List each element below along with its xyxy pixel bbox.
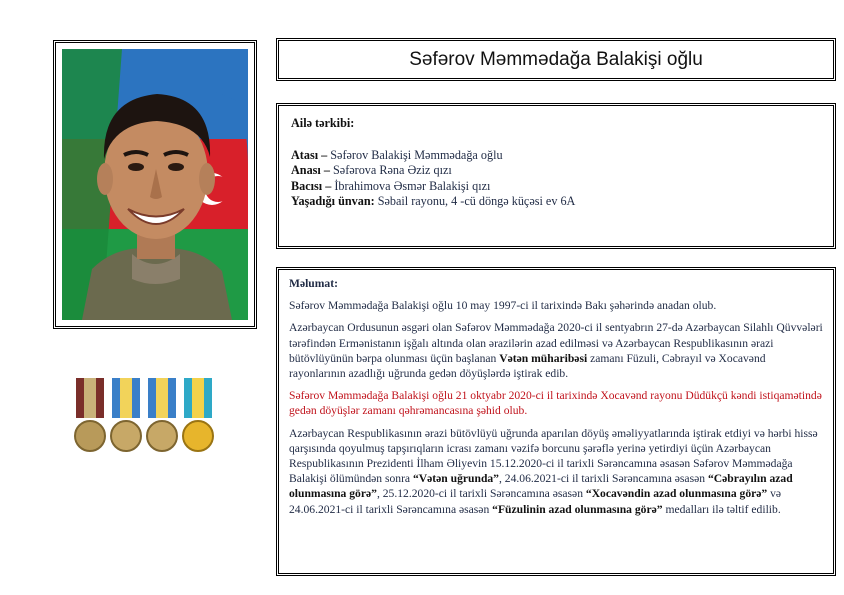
info-section [276,267,836,576]
family-section [276,103,836,249]
father-label: Atası – [291,147,328,162]
awards-text-e: medalları ilə təltif edilib. [662,502,781,516]
awards-text-b: , 24.06.2021-ci il tarixli Sərəncamına əsasən [498,472,708,486]
awards-text-c: , 25.12.2020-ci il tarixli Sərəncamına əsasən [376,487,586,501]
mother-value: Səfərova Rəna Əziz qızı [333,163,452,177]
info-paragraph-service [289,320,823,381]
mother-row [291,163,821,179]
service-war-name: Vətən müharibəsi [499,351,588,365]
address-row [291,194,821,210]
info-paragraph-awards [289,426,823,517]
page-title: Səfərov Məmmədağa Balakişi oğlu [409,48,703,70]
service-text-a: Azərbaycan Ordusunun əsgəri olan Səfərov Məmmədağa 2020-ci il sentyabrın 27-də Azərbaycan Silahlı Qüvvələri tərəfindən Ermənistanın işğalı altında olan ərazilərin azad edilməsi və Azərbaycan Respublikasının ərazi bütövlüyünün bərpa olunması üçün başlanan [289,321,823,365]
service-text-b: zamanı Füzuli, Cəbrayıl və Xocavənd rayonlarının azadlığı uğrunda gedən döyüşlərdə iştirak edib. [289,351,766,381]
sister-row [291,179,821,195]
address-label: Yaşadığı ünvan: [291,194,375,208]
medals-art [72,376,222,461]
mother-label: Anası – [291,163,330,177]
award-medal-4: “Füzulinin azad olunmasına görə” [492,502,663,516]
sister-value: İbrahimova Əsmər Balakişi qızı [334,178,491,193]
name-title-box [276,38,836,81]
award-medal-2: “Cəbrayılın azad olunmasına görə” [289,472,793,501]
info-paragraph-birth: Səfərov Məmmədağa Balakişi oğlu 10 may 1997-ci il tarixində Bakı şəhərində anadan olub. [289,299,717,313]
award-medal-1: “Vətən uğrunda” [412,472,499,486]
info-paragraph-death: Səfərov Məmmədağa Balakişi oğlu 21 oktyabr 2020-ci il tarixində Xocavənd rayonu Düdükçü kəndi istiqamətində gedən döyüşlər zamanı qəhrəmancasına şəhid olub. [289,389,822,418]
father-row [291,148,821,164]
father-value: Səfərov Balakişi Məmmədağa oğlu [330,147,503,162]
awards-text-a: Azərbaycan Respublikasının ərazi bütövlüyü uğrunda aparılan döyüş əməliyyatlarında iştirak etdiyi və hərbi hissə qarşısında qoyulmuş tapşırıqların icrası zamanı vəzifə borcunu şərəflə yerinə yetirdiyi üçün Azərbaycan Respublikasının Prezidenti İlham Əliyevin 15.12.2020-ci il tarixli Sərəncamına əsasən Səfərov Məmmədağa Balakişi ölümündən sonra [289,426,818,486]
info-heading: Məlumat: [289,277,338,290]
family-heading: Ailə tərkibi: [291,116,355,130]
awards-text-d: və 24.06.2021-ci il tarixli Sərəncamına əsasən [289,487,782,516]
award-medal-3: “Xocavəndin azad olunmasına görə” [585,487,768,501]
address-value: Səbail rayonu, 4 -cü döngə küçəsi ev 6A [377,194,576,208]
photo-frame [53,40,257,329]
medals-icon [72,376,222,461]
sister-label: Bacısı – [291,178,332,193]
portrait-photo-art [62,49,248,320]
portrait-photo [62,49,248,320]
